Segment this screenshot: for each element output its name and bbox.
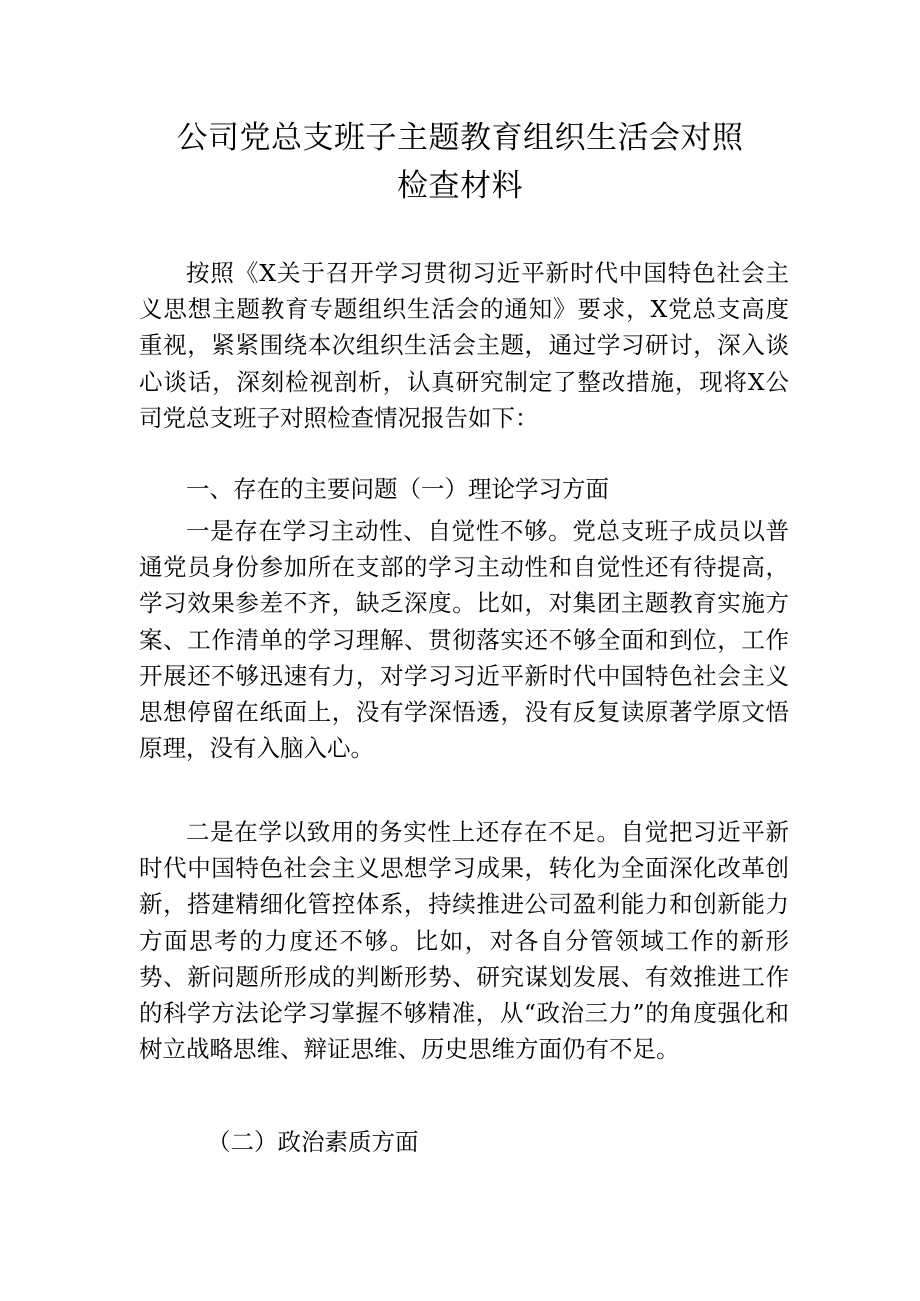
section-2-heading: （二）政治素质方面 (207, 1128, 419, 1156)
intro-paragraph: 按照《X关于召开学习贯彻习近平新时代中国特色社会主义思想主题教育专题组织生活会的通知》要求，X党总支高度重视，紧紧围绕本次组织生活会主题，通过学习研讨，深入谈心谈话，深刻检视剖析，认真研究制定了整改措施，现将X公司党总支班子对照检查情况报告如下： (139, 259, 789, 432)
document-title-line-1: 公司党总支班子主题教育组织生活会对照 (176, 120, 744, 156)
section-1-heading: 一、存在的主要问题（一）理论学习方面 (186, 475, 609, 503)
paragraph-theory-study-2: 二是在学以致用的务实性上还存在不足。自觉把习近平新时代中国特色社会主义思想学习成果，转化为全面深化改革创新，搭建精细化管控体系，持续推进公司盈利能力和创新能力方面思考的力度还不够。比如，对各自分管领域工作的新形势、新问题所形成的判断形势、研究谋划发展、有效推进工作的科学方法论学习掌握不够精准，从“政治三力”的角度强化和树立战略思维、辩证思维、历史思维方面仍有不足。 (139, 818, 789, 1064)
paragraph-theory-study-1: 一是存在学习主动性、自觉性不够。党总支班子成员以普通党员身份参加所在支部的学习主动性和自觉性还有待提高，学习效果参差不齐，缺乏深度。比如，对集团主题教育实施方案、工作清单的学习理解、贯彻落实还不够全面和到位，工作开展还不够迅速有力，对学习习近平新时代中国特色社会主义思想停留在纸面上，没有学深悟透，没有反复读原著学原文悟原理，没有入脑入心。 (139, 517, 789, 763)
document-title-line-2: 检查材料 (397, 168, 523, 204)
